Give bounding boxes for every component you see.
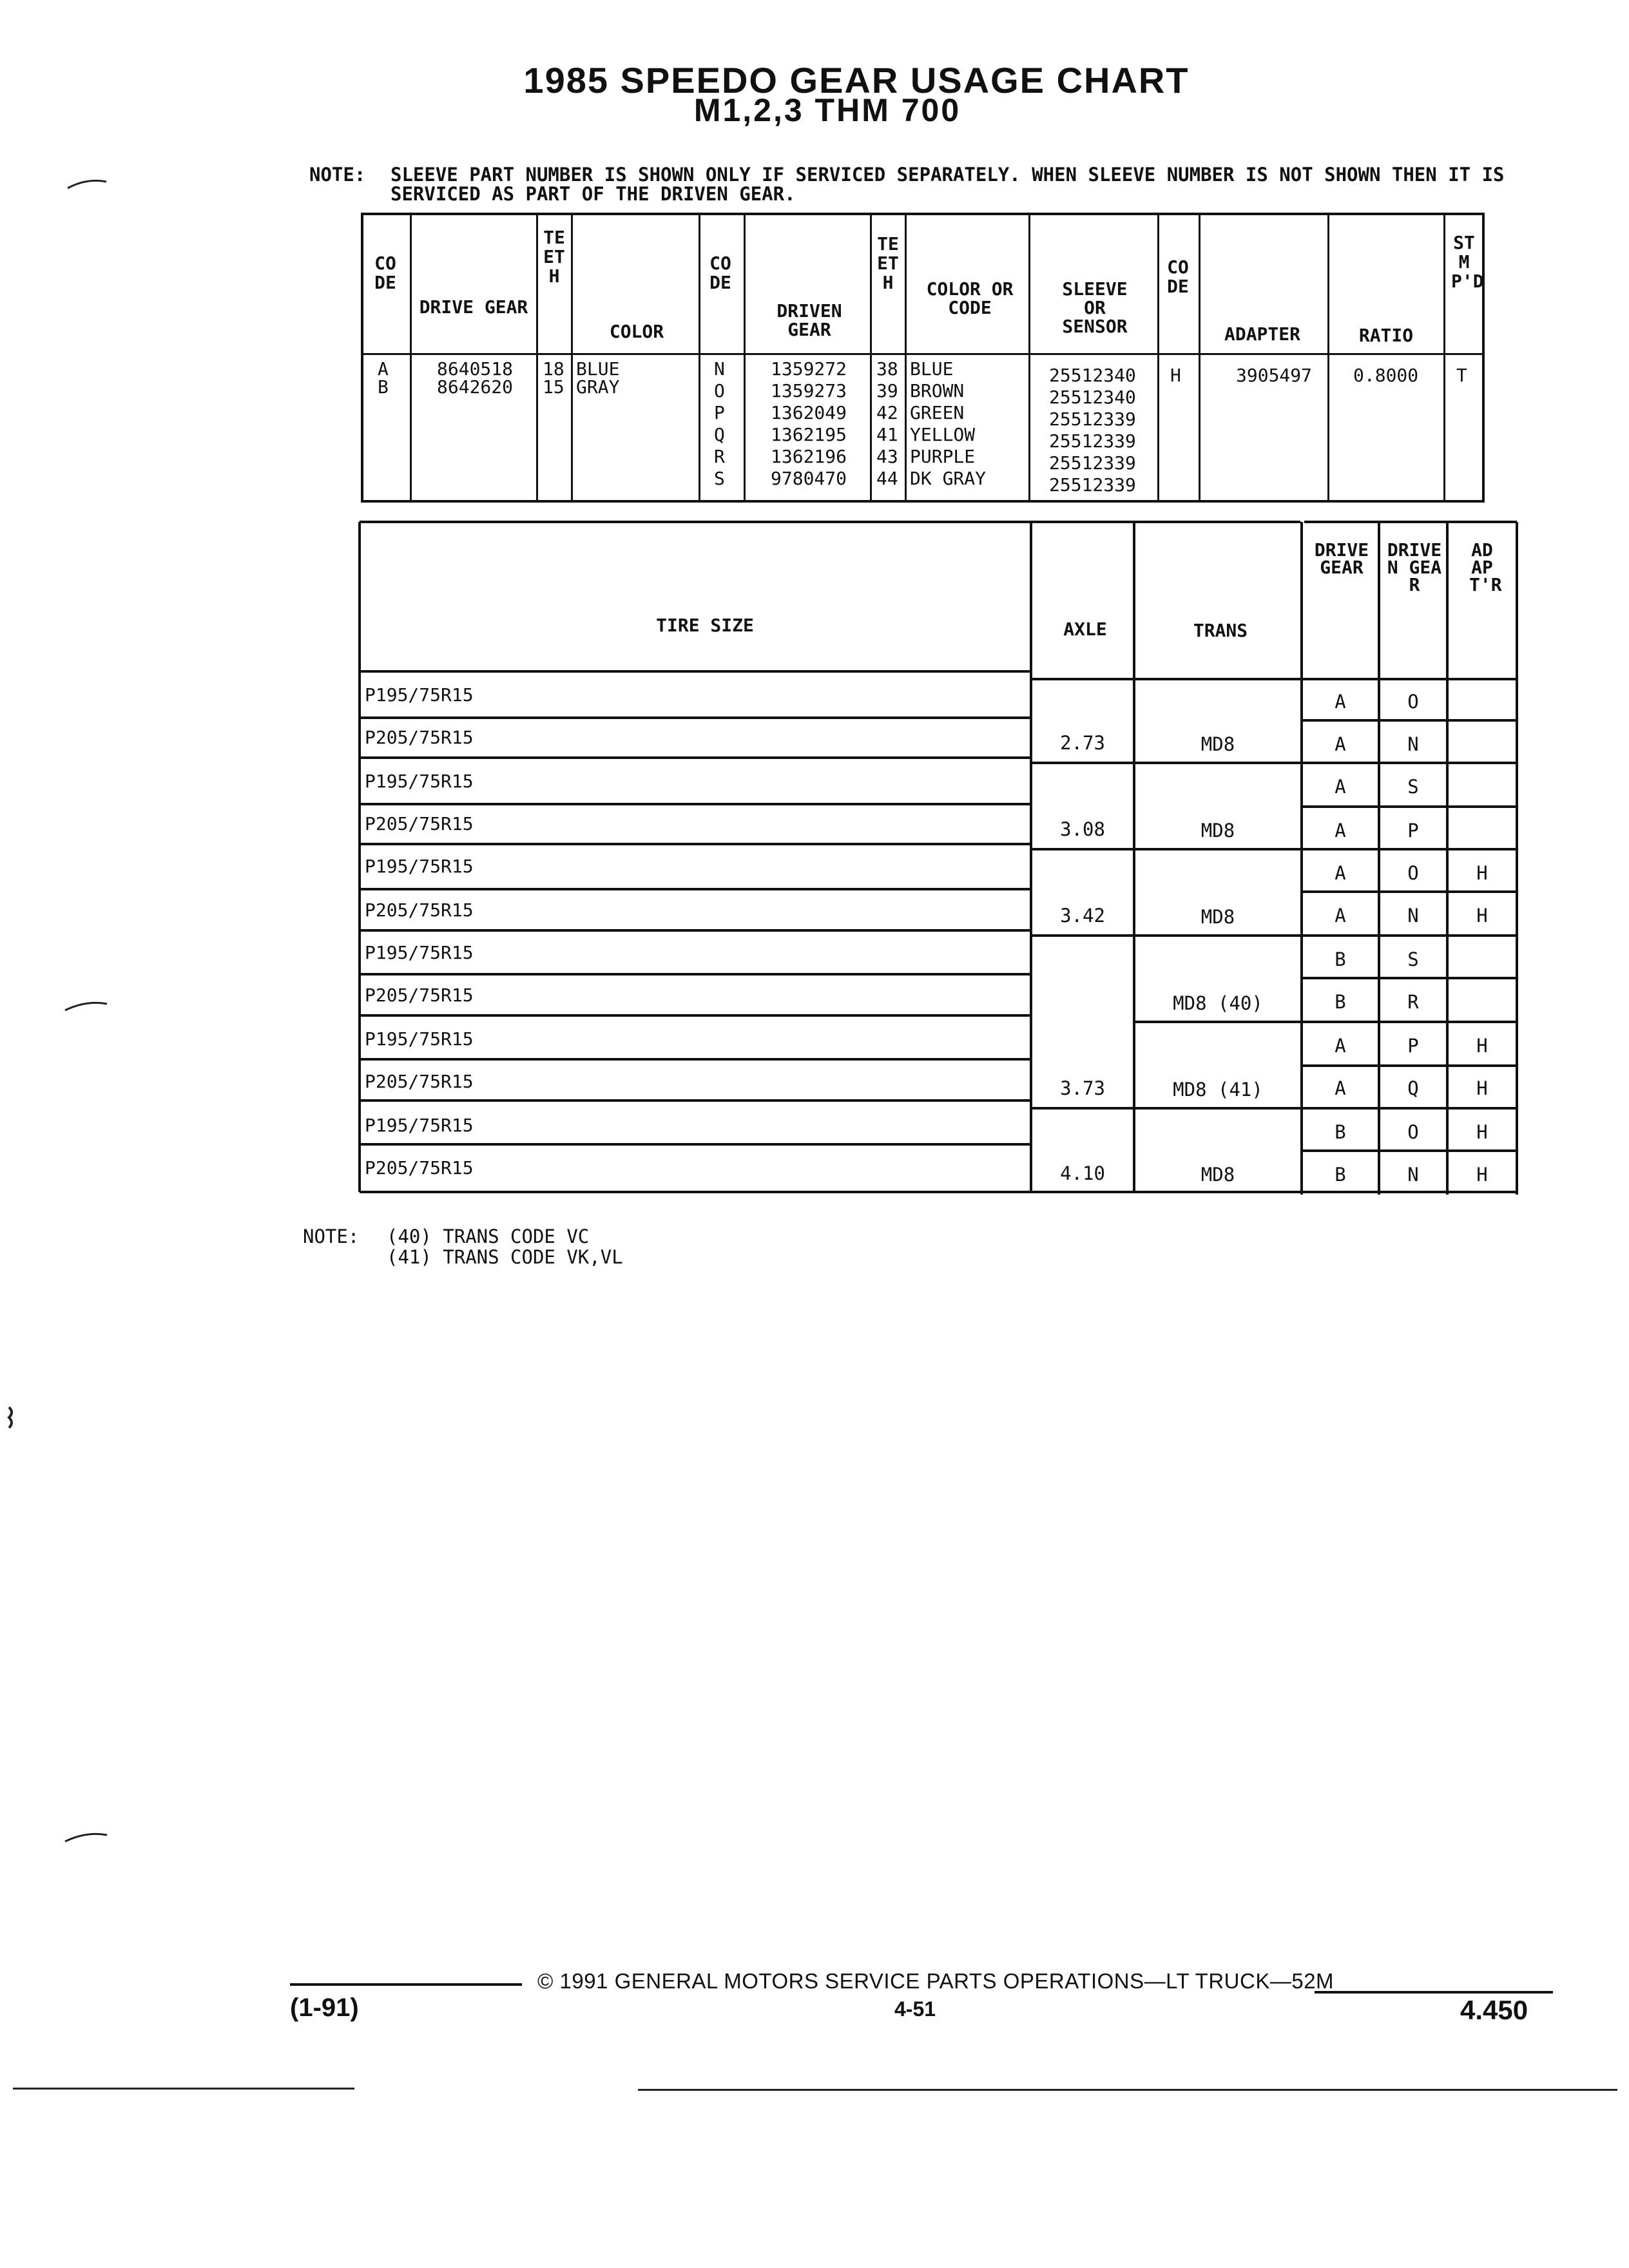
top-note-text: SLEEVE PART NUMBER IS SHOWN ONLY IF SERVICED SEPARATELY. WHEN SLEEVE NUMBER IS NOT SHOWN THEN IT IS SERVICED AS PART OF THE DRIVEN GEAR. [390, 164, 1505, 205]
margin-mark [5, 1405, 18, 1430]
margin-mark [62, 1829, 111, 1848]
stmpd-value: T [1456, 365, 1467, 386]
page-subtitle: M1,2,3 THM 700 [693, 92, 961, 128]
table-row-tire: P195/75R15 [365, 1115, 474, 1136]
header-driven-gear: DRIVEN GEAR [1387, 539, 1442, 595]
driven-gear: 1359273 [771, 380, 847, 401]
footer-copyright: © 1991 GENERAL MOTORS SERVICE PARTS OPERATIONS—LT TRUCK—52M [537, 1969, 1335, 1993]
header-color: COLOR [609, 321, 664, 342]
adapter-code: H [1476, 905, 1488, 927]
drive-gear-code: A [1335, 1077, 1346, 1099]
drive-gear-code: B [1335, 948, 1346, 970]
header-adapter: ADAPTER [1224, 323, 1300, 345]
footer-section-number: 4.450 [1460, 1995, 1528, 2025]
driven-gear: 1362196 [771, 446, 847, 467]
drive-code-a: A [378, 358, 389, 380]
drive-gear-code: B [1335, 1164, 1346, 1186]
drive-gear-code: A [1335, 691, 1346, 713]
drive-code-b: B [378, 376, 389, 398]
trans-code: MD8 [1200, 820, 1235, 841]
header-drive-gear: DRIVE GEAR [419, 296, 528, 318]
driven-color: DK GRAY [910, 468, 987, 489]
adapter-number: 3905497 [1236, 365, 1313, 386]
drive-gear-code: A [1335, 733, 1346, 755]
header-teeth-driven: TEETH [877, 233, 899, 293]
adapter-code: H [1476, 1164, 1488, 1186]
margin-mark [64, 174, 110, 193]
drive-teeth-a: 18 [543, 358, 564, 380]
axle-ratio: 4.10 [1060, 1162, 1105, 1184]
axle-ratio: 3.42 [1060, 905, 1105, 927]
driven-teeth: 38 [876, 358, 898, 380]
driven-gear: 1362049 [771, 402, 847, 423]
driven-teeth: 43 [876, 446, 898, 467]
driven-gear-code: O [1407, 1121, 1419, 1143]
driven-gear-code: P [1407, 820, 1419, 841]
drive-gear-code: A [1335, 862, 1346, 884]
table-row-tire: P205/75R15 [365, 985, 474, 1006]
header-tire-size: TIRE SIZE [656, 615, 754, 636]
driven-color: BROWN [910, 380, 965, 401]
drive-gear-code: A [1335, 905, 1346, 927]
driven-gear-code: S [1407, 948, 1419, 970]
driven-gear-code: N [1407, 905, 1419, 927]
driven-code: Q [714, 424, 725, 445]
header-drive-gear: DRIVE GEAR [1314, 539, 1369, 578]
footer-page-number: 4-51 [894, 1997, 936, 2021]
driven-gear-code: R [1407, 991, 1419, 1013]
driven-code: N [714, 358, 725, 380]
top-note-label: NOTE: [309, 164, 366, 186]
drive-gear-code: B [1335, 991, 1346, 1013]
gear-table [361, 213, 1485, 503]
sleeve-number: 25512339 [1049, 452, 1136, 474]
adapter-code: H [1476, 1077, 1488, 1099]
sleeve-number: 25512339 [1049, 474, 1136, 495]
drive-gear-code: B [1335, 1121, 1346, 1143]
sleeve-number: 25512339 [1049, 408, 1136, 430]
driven-color: GREEN [910, 402, 965, 423]
page-title: 1985 SPEEDO GEAR USAGE CHART [523, 60, 1190, 101]
trans-code: MD8 (40) [1173, 992, 1263, 1014]
driven-code: O [714, 380, 725, 401]
driven-color: YELLOW [910, 424, 976, 445]
header-code-driven: CODE [709, 253, 731, 293]
footer-rule-left [290, 1983, 522, 1986]
trans-code: MD8 [1200, 906, 1235, 928]
header-trans: TRANS [1193, 620, 1248, 641]
table-row-tire: P205/75R15 [365, 1157, 474, 1178]
driven-color: PURPLE [910, 446, 976, 467]
driven-color: BLUE [910, 358, 954, 380]
drive-gear-code: A [1335, 776, 1346, 798]
table-row-tire: P195/75R15 [365, 1028, 474, 1050]
header-code: CODE [374, 253, 396, 293]
driven-gear-code: N [1407, 733, 1419, 755]
adapter-code: H [1476, 1035, 1488, 1057]
driven-teeth: 39 [876, 380, 898, 401]
drive-gear-a: 8640518 [437, 358, 514, 380]
adapter-code: H [1476, 1121, 1488, 1143]
margin-mark [62, 997, 111, 1017]
trans-code: MD8 (41) [1173, 1079, 1263, 1100]
driven-gear: 1362195 [771, 424, 847, 445]
header-driven-gear: DRIVEN GEAR [776, 300, 842, 340]
bottom-note-line2: (41) TRANS CODE VK,VL [387, 1246, 623, 1268]
axle-ratio: 2.73 [1060, 732, 1105, 754]
drive-teeth-b: 15 [543, 376, 564, 398]
table-row-tire: P195/75R15 [365, 771, 474, 792]
sleeve-number: 25512340 [1049, 365, 1136, 386]
driven-gear-code: P [1407, 1035, 1419, 1057]
bottom-note-label: NOTE: [303, 1225, 360, 1247]
header-ratio: RATIO [1358, 325, 1414, 346]
driven-gear-code: O [1407, 862, 1419, 884]
drive-gear-code: A [1335, 820, 1346, 841]
driven-code: R [714, 446, 725, 467]
scan-rule [638, 2089, 1617, 2091]
table-row-tire: P195/75R15 [365, 684, 474, 706]
header-teeth: TEETH [543, 227, 565, 287]
header-code-adapter: CODE [1167, 256, 1189, 297]
trans-code: MD8 [1200, 1164, 1235, 1186]
driven-gear-code: N [1407, 1164, 1419, 1186]
table-row-tire: P205/75R15 [365, 727, 474, 748]
usage-table [357, 522, 1521, 1195]
header-adapter: ADAPT'R [1469, 539, 1502, 595]
drive-gear-code: A [1335, 1035, 1346, 1057]
sleeve-number: 25512339 [1049, 430, 1136, 452]
axle-ratio: 3.73 [1060, 1077, 1105, 1099]
bottom-note-line1: (40) TRANS CODE VC [387, 1225, 590, 1247]
adapter-code: H [1170, 365, 1181, 386]
driven-teeth: 42 [876, 402, 898, 423]
scan-rule [13, 2088, 354, 2090]
sleeve-number: 25512340 [1049, 387, 1136, 408]
header-sleeve-or-sensor: SLEEVE OR SENSOR [1062, 278, 1128, 337]
table-row-tire: P205/75R15 [365, 813, 474, 834]
driven-gear-code: Q [1407, 1077, 1419, 1099]
ratio-value: 0.8000 [1353, 365, 1419, 386]
table-row-tire: P195/75R15 [365, 856, 474, 877]
driven-gear: 9780470 [771, 468, 847, 489]
table-row-tire: P205/75R15 [365, 1071, 474, 1092]
driven-teeth: 44 [876, 468, 898, 489]
drive-color-b: GRAY [576, 376, 620, 398]
header-axle: AXLE [1063, 619, 1107, 640]
drive-gear-b: 8642620 [437, 376, 514, 398]
driven-gear: 1359272 [771, 358, 847, 380]
drive-color-a: BLUE [576, 358, 620, 380]
driven-code: P [714, 402, 725, 423]
driven-code: S [714, 468, 725, 489]
driven-gear-code: O [1407, 691, 1419, 713]
header-color-or-code: COLOR OR CODE [926, 278, 1014, 318]
driven-teeth: 41 [876, 424, 898, 445]
axle-ratio: 3.08 [1060, 818, 1105, 840]
trans-code: MD8 [1200, 733, 1235, 755]
footer-date-code: (1-91) [290, 1994, 359, 2022]
driven-gear-code: S [1407, 776, 1419, 798]
footer-rule-right [1315, 1991, 1553, 1994]
table-row-tire: P195/75R15 [365, 942, 474, 963]
table-row-tire: P205/75R15 [365, 899, 474, 921]
adapter-code: H [1476, 862, 1488, 884]
header-stmpd: STMP'D [1451, 232, 1484, 292]
